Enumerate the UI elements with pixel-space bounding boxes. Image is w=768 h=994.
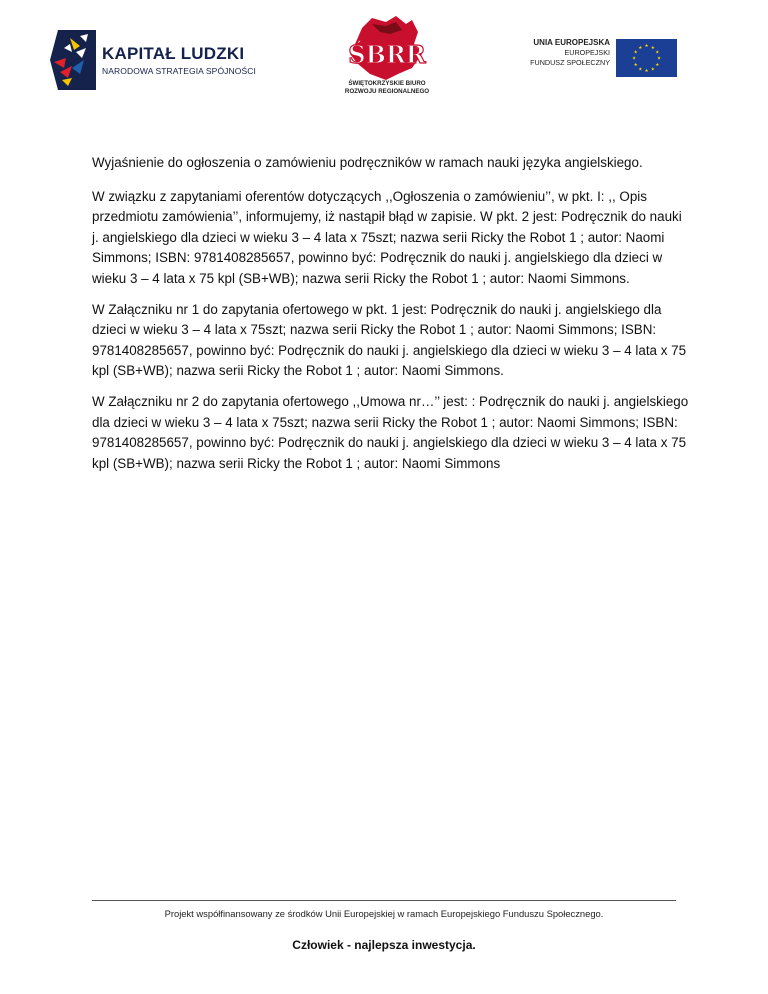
eu-star-icon: ★ bbox=[650, 45, 655, 51]
eu-star-icon: ★ bbox=[644, 44, 649, 50]
eu-star-icon: ★ bbox=[644, 69, 649, 75]
eu-star-icon: ★ bbox=[650, 67, 655, 73]
eu-star-icon: ★ bbox=[638, 67, 643, 73]
eu-star-icon: ★ bbox=[655, 62, 660, 68]
kapital-ludzki-emblem-icon bbox=[50, 28, 96, 90]
paragraph-zalacznik-2: W Załączniku nr 2 do zapytania ofertowego ,,Umowa nr…’’ jest: : Podręcznik do nauki j. angielskiego dla dzieci w wieku 3 – 4 lata x 75szt; nazwa serii Ricky the Robot 1 ; autor: Naomi Simmons; ISBN: 9781408285657, powinno być: Podręcznik do nauki j. angielskiego dla dzieci w wieku 3 – 4 lata x 75 kpl (SB+WB); nazwa serii Ricky the Robot 1 ; autor: Naomi Simmons bbox=[92, 393, 689, 471]
paragraph-zalacznik-1: W Załączniku nr 1 do zapytania ofertowego w pkt. 1 jest: Podręcznik do nauki j. angielskiego dla dzieci w wieku 3 – 4 lata x 75szt; nazwa serii Ricky the Robot 1 ; autor: Naomi Simmons; ISBN: 9781408285657, powinno być: Podręcznik do nauki j. angielskiego dla dzieci w wieku 3 – 4 lata x 75 kpl (SB+WB); nazwa serii Ricky the Robot 1 ; autor: Naomi Simmons. bbox=[92, 301, 687, 379]
footer-note: Projekt współfinansowany ze środków Unii Europejskiej w ramach Europejskiego Funduszu Społecznego. bbox=[164, 908, 604, 919]
eu-star-icon: ★ bbox=[633, 50, 638, 56]
document-title: Wyjaśnienie do ogłoszenia o zamówieniu podręczników w ramach nauki języka angielskiego. bbox=[92, 155, 643, 170]
eu-logo bbox=[514, 38, 680, 78]
eu-star-icon: ★ bbox=[631, 56, 637, 62]
eu-star-icon: ★ bbox=[638, 45, 643, 51]
footer-slogan: Człowiek - najlepsza inwestycja. bbox=[292, 938, 476, 952]
eu-caption-line3: FUNDUSZ SPOŁECZNY bbox=[530, 58, 610, 67]
eu-star-icon: ★ bbox=[656, 56, 662, 62]
sbrr-caption-line2: ROZWOJU REGIONALNEGO bbox=[344, 88, 430, 95]
eu-caption-line1: UNIA EUROPEJSKA bbox=[533, 38, 610, 47]
eu-flag-icon bbox=[616, 39, 677, 77]
paragraph-ogloszenie: W związku z zapytaniami oferentów dotyczących ,,Ogłoszenia o zamówieniu’’, w pkt. I: ,, Opis przedmiotu zamówienia’’, informujemy, iż nastąpił błąd w zapisie. W pkt. 2 jest: Podręcznik do nauki j. angielskiego dla dzieci w wieku 3 – 4 lata x 75szt; nazwa serii Ricky the Robot 1 ; autor: Naomi Simmons; ISBN: 9781408285657, powinno być: Podręcznik do nauki j. angielskiego dla dzieci w wieku 3 – 4 lata x 75 kpl (SB+WB); nazwa serii Ricky the Robot 1 ; autor: Naomi Simmons. bbox=[92, 188, 682, 286]
sbrr-caption bbox=[332, 80, 442, 96]
eu-star-icon: ★ bbox=[655, 50, 660, 56]
kapital-ludzki-title: KAPITAŁ LUDZKI bbox=[102, 44, 245, 63]
sbrr-caption-line1: ŚWIĘTOKRZYSKIE BIURO bbox=[348, 80, 426, 87]
sbrr-logo-text: ŚBRR bbox=[348, 40, 426, 69]
eu-caption bbox=[514, 38, 610, 68]
kapital-ludzki-logo bbox=[50, 28, 256, 90]
kapital-ludzki-subtitle: NARODOWA STRATEGIA SPÓJNOŚCI bbox=[102, 66, 256, 76]
eu-caption-line2: EUROPEJSKI bbox=[564, 48, 610, 57]
footer-divider bbox=[92, 900, 676, 901]
sbrr-emblem-icon bbox=[340, 14, 434, 82]
sbrr-logo bbox=[332, 14, 442, 104]
eu-star-icon: ★ bbox=[633, 62, 638, 68]
document-body bbox=[92, 153, 692, 484]
